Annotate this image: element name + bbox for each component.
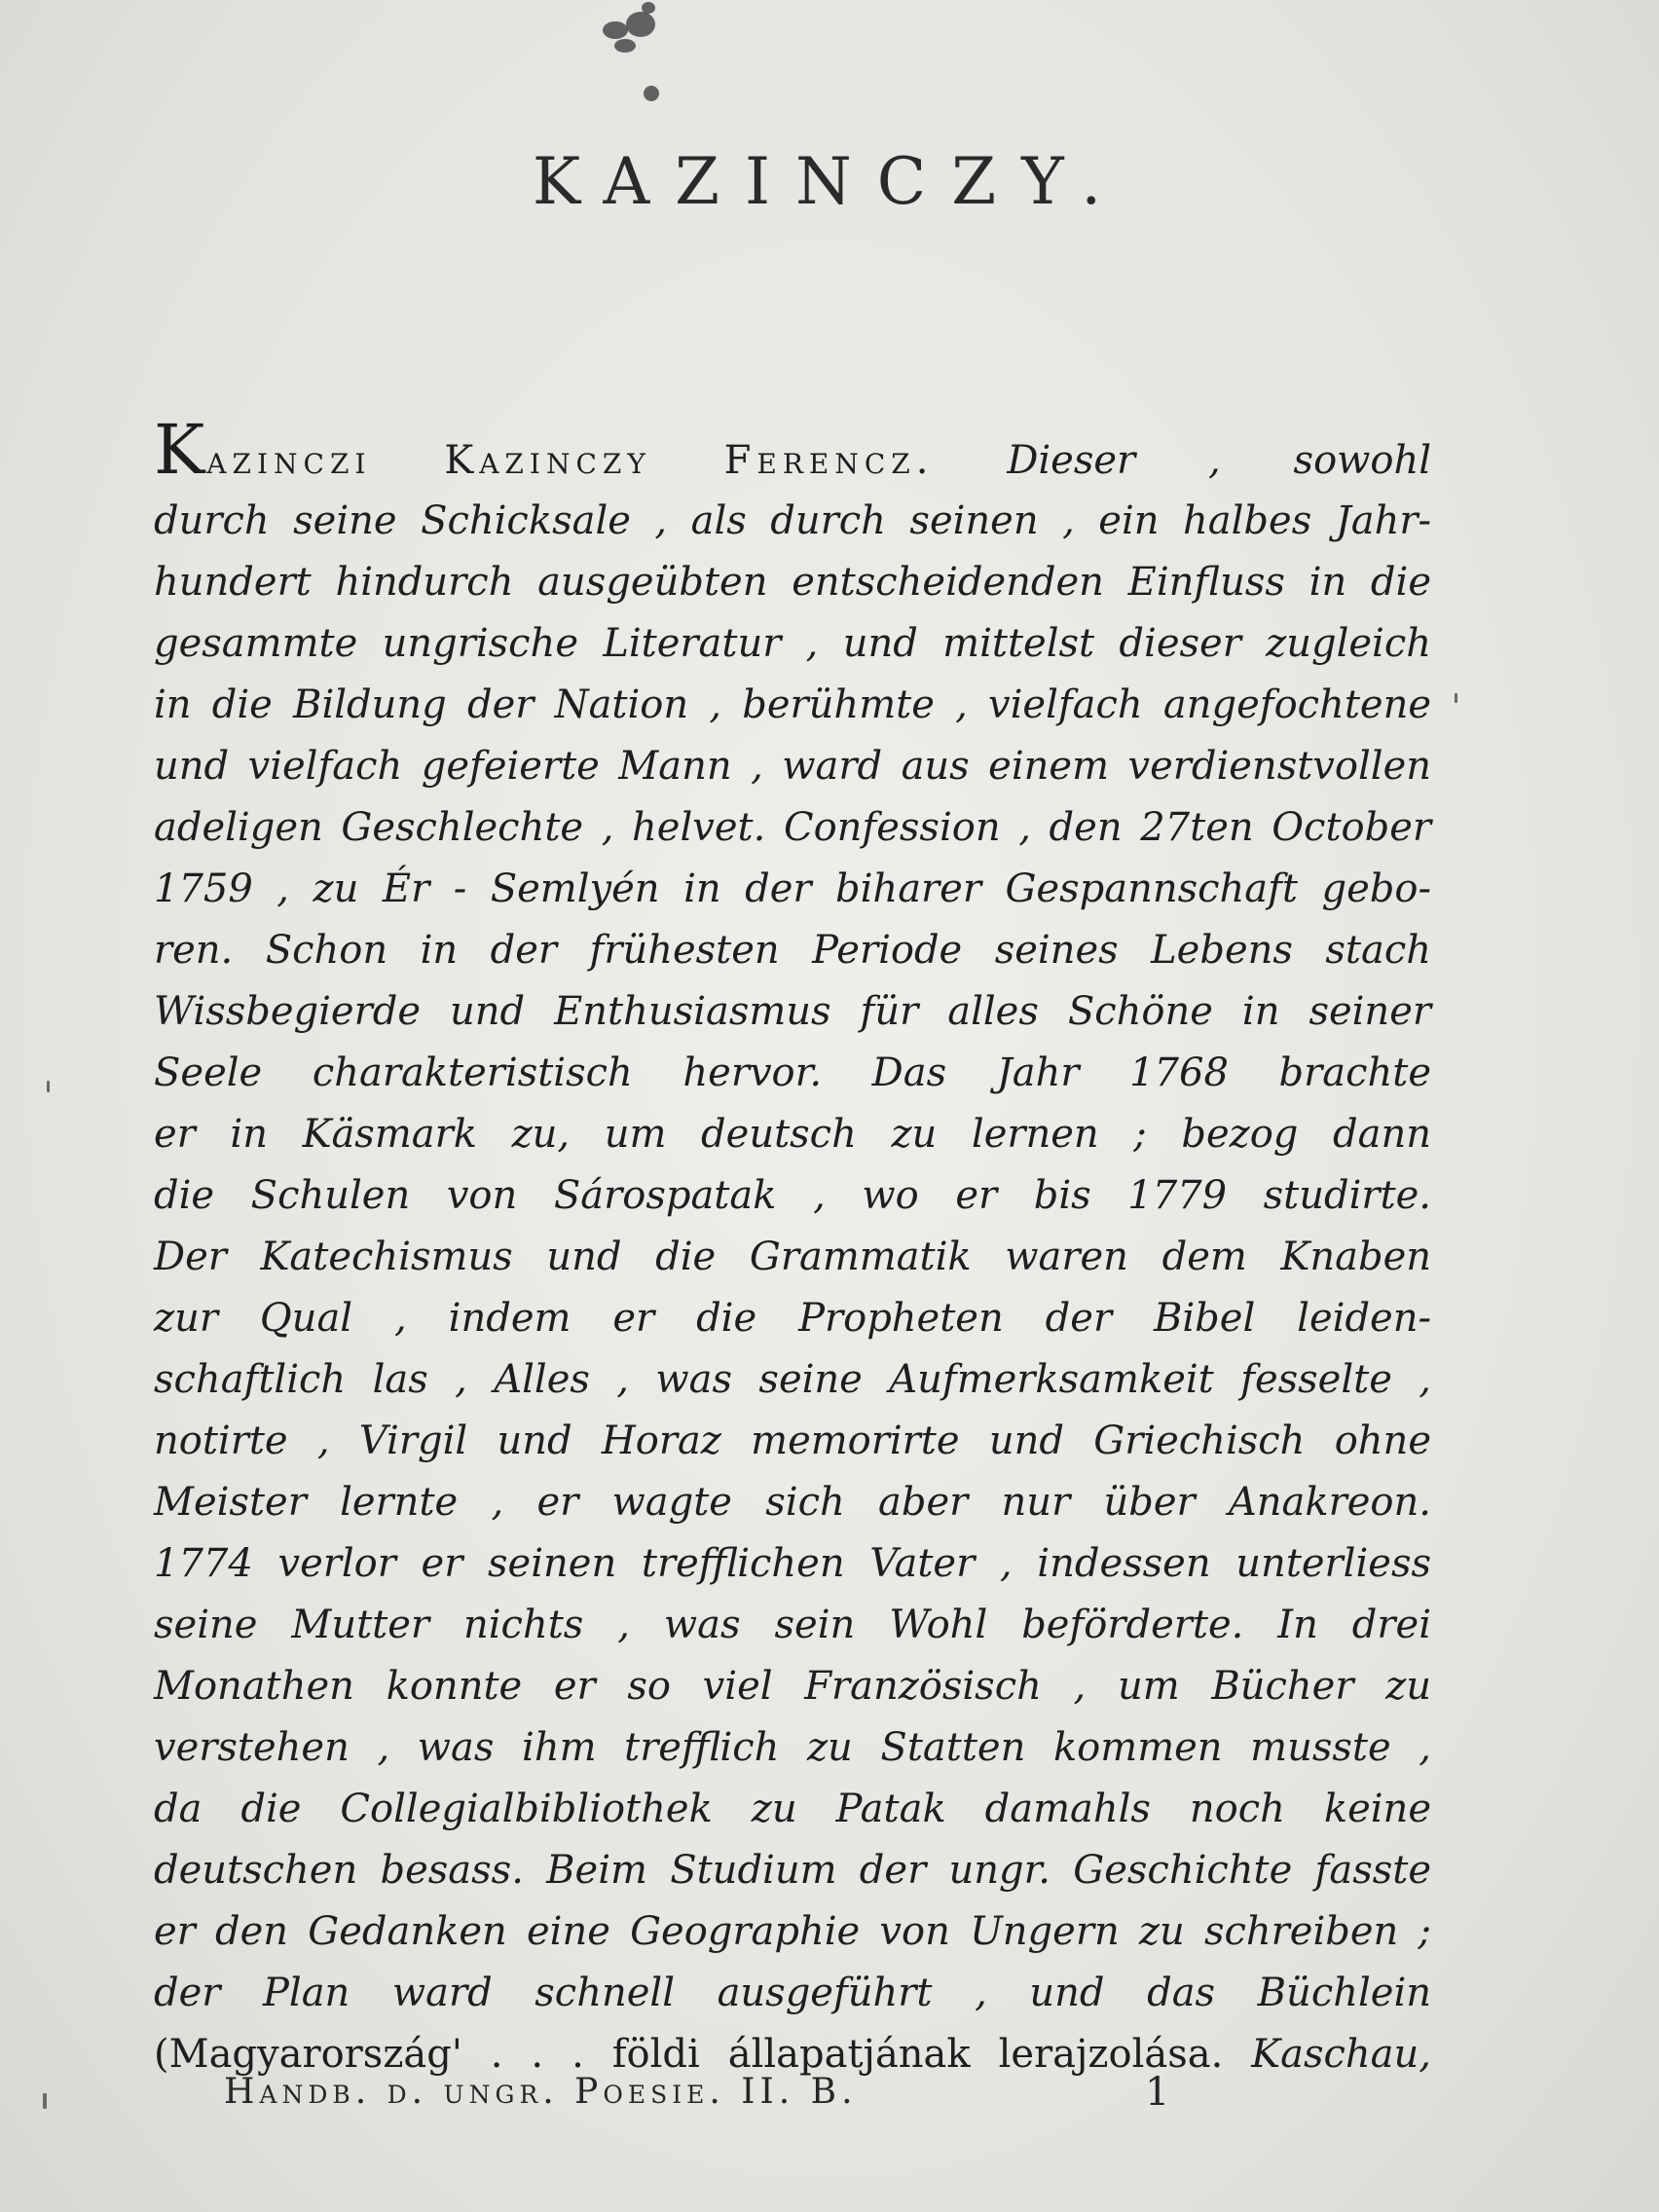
text-line: seine Mutter nichts , was sein Wohl beförderte. In drei — [154, 1603, 1431, 1647]
text-line: Meister lernte , er wagte sich aber nur über Anakreon. — [154, 1480, 1431, 1525]
text-line: schaftlich las , Alles , was seine Aufmerksamkeit fesselte , — [154, 1357, 1431, 1402]
text-line: hundert hindurch ausgeübten entscheidenden Einfluss in die — [154, 560, 1431, 605]
text-line: ren. Schon in der frühesten Periode seines Lebens stach — [154, 928, 1431, 973]
text-line: die Schulen von Sárospatak , wo er bis 1779 studirte. — [154, 1173, 1431, 1218]
author-name-part: azinczi — [206, 438, 372, 483]
text-line: gesammte ungrische Literatur , und mittelst dieser zugleich — [154, 621, 1431, 666]
text-line — [154, 409, 1431, 491]
text-line: 1759 , zu Ér - Semlyén in der biharer Gespannschaft gebo- — [154, 866, 1431, 911]
text-line: Monathen konnte er so viel Französisch , um Bücher zu — [154, 1664, 1431, 1709]
text-line: Der Katechismus und die Grammatik waren dem Knaben — [154, 1235, 1431, 1279]
text-run: Dieser , sowohl — [1007, 438, 1432, 483]
text-line: er in Käsmark zu, um deutsch zu lernen ; bezog dann — [154, 1112, 1431, 1157]
text-line: der Plan ward schnell ausgeführt , und das Büchlein — [154, 1971, 1431, 2015]
drop-cap: K — [154, 410, 207, 490]
margin-speck — [43, 2093, 47, 2109]
author-name-part: Kazinczy — [444, 438, 651, 483]
text-line: adeligen Geschlechte , helvet. Confession , den 27ten October — [154, 805, 1431, 850]
margin-speck — [47, 1081, 50, 1092]
text-line: zur Qual , indem er die Propheten der Bibel leiden- — [154, 1296, 1431, 1341]
text-line: deutschen besass. Beim Studium der ungr. Geschichte fasste — [154, 1848, 1431, 1893]
text-line: durch seine Schicksale , als durch seinen , ein halbes Jahr- — [154, 498, 1431, 543]
text-line: in die Bildung der Nation , berühmte , vielfach angefochtene — [154, 682, 1431, 727]
body-paragraph — [154, 409, 1431, 2085]
ink-stain — [589, 0, 677, 107]
text-run: (Magyarország' . . . földi állapatjának lerajzolása. — [154, 2032, 1224, 2077]
text-line: 1774 verlor er seinen trefflichen Vater , indessen unterliess — [154, 1541, 1431, 1586]
page-number: 1 — [1145, 2070, 1170, 2115]
author-name-part: Ferencz. — [723, 438, 935, 483]
signature-mark: Handb. d. ungr. Poesie. II. B. — [224, 2072, 858, 2112]
text-line: Seele charakteristisch hervor. Das Jahr 1768 brachte — [154, 1051, 1431, 1095]
text-line: notirte , Virgil und Horaz memorirte und Griechisch ohne — [154, 1419, 1431, 1463]
text-line: und vielfach gefeierte Mann , ward aus einem verdienstvollen — [154, 744, 1431, 789]
text-line: verstehen , was ihm trefflich zu Statten kommen musste , — [154, 1725, 1431, 1770]
margin-speck — [1455, 693, 1457, 703]
page-title: KAZINCZY. — [532, 144, 1127, 219]
text-line: Wissbegierde und Enthusiasmus für alles Schöne in seiner — [154, 989, 1431, 1034]
text-line: da die Collegialbibliothek zu Patak damahls noch keine — [154, 1787, 1431, 1831]
text-line: er den Gedanken eine Geographie von Ungern zu schreiben ; — [154, 1909, 1431, 1954]
text-run: Kaschau, — [1251, 2032, 1431, 2077]
